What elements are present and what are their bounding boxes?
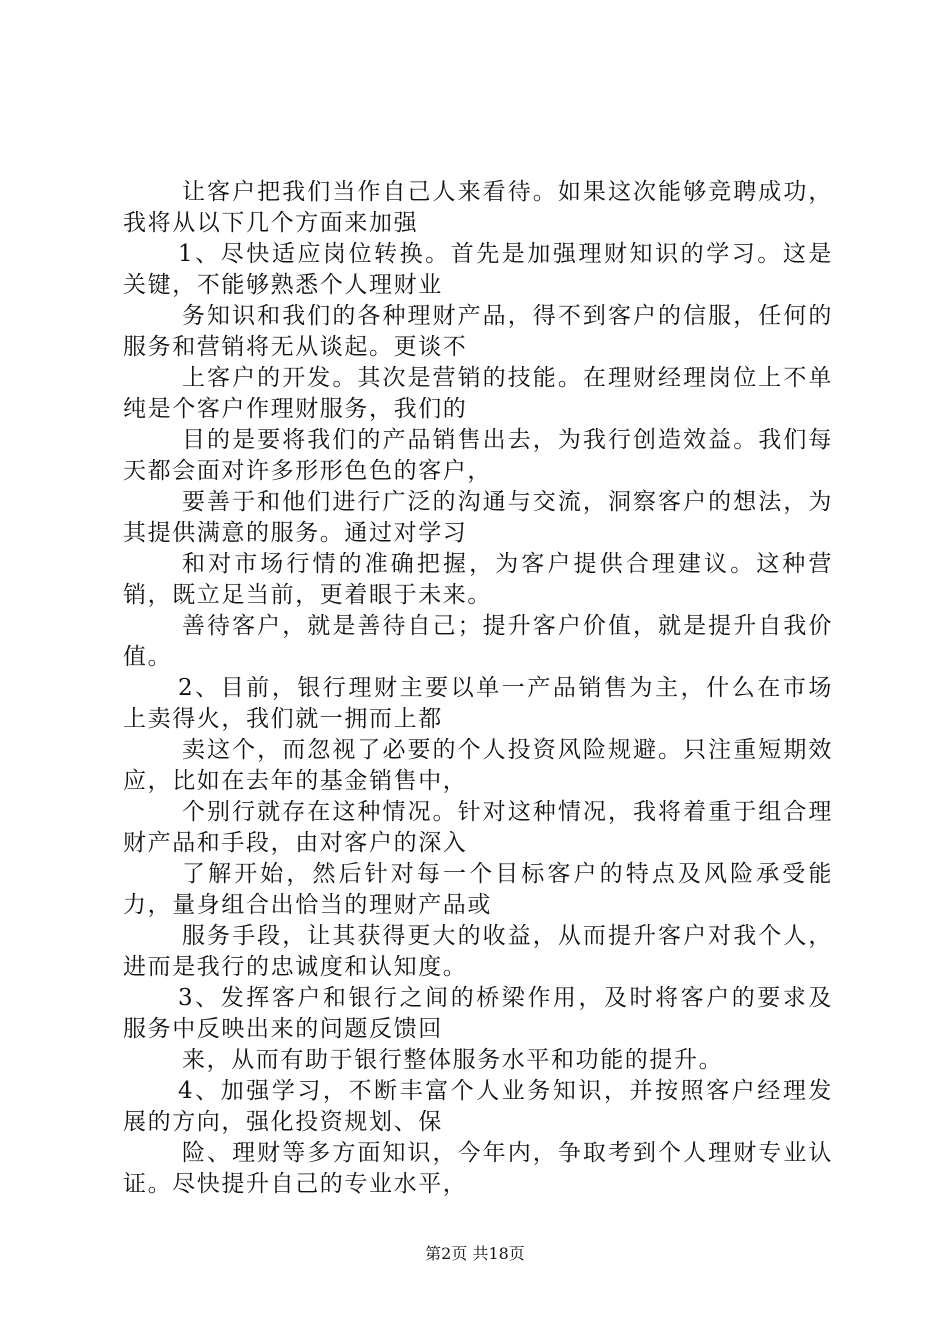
paragraph: 服务手段，让其获得更大的收益，从而提升客户对我个人，进而是我行的忠诚度和认知度。 (123, 923, 833, 980)
paragraph: 善待客户，就是善待自己；提升客户价值，就是提升自我价值。 (123, 613, 833, 670)
paragraph: 险、理财等多方面知识，今年内，争取考到个人理财专业认证。尽快提升自己的专业水平， (123, 1140, 833, 1197)
paragraph: 卖这个，而忽视了必要的个人投资风险规避。只注重短期效应，比如在去年的基金销售中， (123, 737, 833, 794)
paragraph: 目的是要将我们的产品销售出去，为我行创造效益。我们每天都会面对许多形形色色的客户， (123, 427, 833, 484)
paragraph: 务知识和我们的各种理财产品，得不到客户的信服，任何的服务和营销将无从谈起。更谈不 (123, 303, 833, 360)
paragraph: 上客户的开发。其次是营销的技能。在理财经理岗位上不单纯是个客户作理财服务，我们的 (123, 365, 833, 422)
paragraph: 1、尽快适应岗位转换。首先是加强理财知识的学习。这是关键，不能够熟悉个人理财业 (123, 241, 833, 298)
paragraph: 来，从而有助于银行整体服务水平和功能的提升。 (182, 1047, 724, 1073)
paragraph: 个别行就存在这种情况。针对这种情况，我将着重于组合理财产品和手段，由对客户的深入 (123, 799, 833, 856)
paragraph: 让客户把我们当作自己人来看待。如果这次能够竞聘成功，我将从以下几个方面来加强 (123, 179, 833, 236)
paragraph: 了解开始，然后针对每一个目标客户的特点及风险承受能力，量身组合出恰当的理财产品或 (123, 861, 833, 918)
paragraph: 2、目前，银行理财主要以单一产品销售为主，什么在市场上卖得火，我们就一拥而上都 (123, 675, 833, 732)
paragraph: 4、加强学习，不断丰富个人业务知识，并按照客户经理发展的方向，强化投资规划、保 (123, 1078, 833, 1135)
paragraph: 要善于和他们进行广泛的沟通与交流，洞察客户的想法，为其提供满意的服务。通过对学习 (123, 489, 833, 546)
paragraph: 和对市场行情的准确把握，为客户提供合理建议。这种营销，既立足当前，更着眼于未来。 (123, 551, 833, 608)
document-body (123, 177, 833, 1200)
paragraph: 3、发挥客户和银行之间的桥梁作用，及时将客户的要求及服务中反映出来的问题反馈回 (123, 985, 833, 1042)
page-number-footer: 第2页 共18页 (425, 1244, 525, 1263)
